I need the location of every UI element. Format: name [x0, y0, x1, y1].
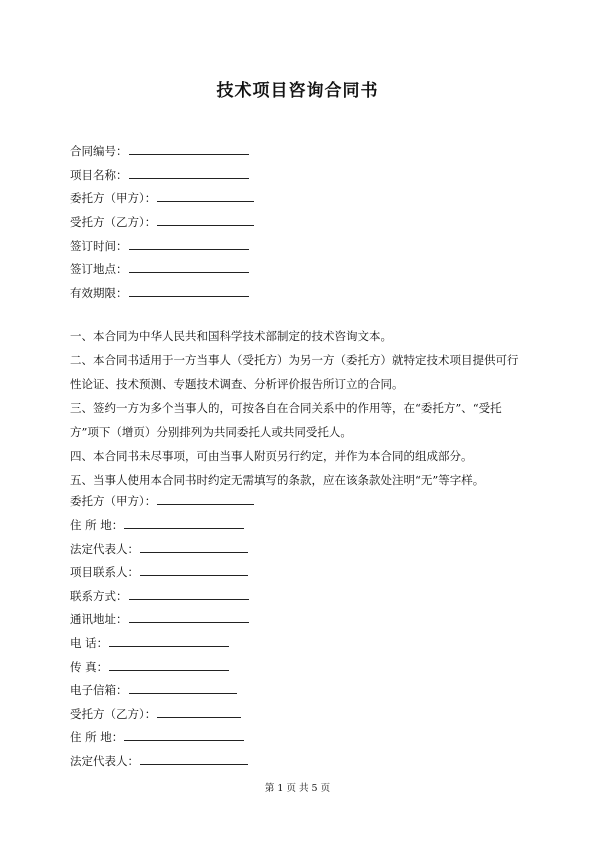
blank-line: [129, 143, 249, 155]
field-mailing-address: [70, 611, 249, 626]
clause-5: 五、当事人使用本合同书时约定无需填写的条款，应在该条款处注明“无”等字样。: [70, 473, 485, 487]
field-sign-time: [70, 238, 249, 253]
field-contractor-party: [70, 706, 241, 721]
blank-line: [109, 635, 229, 647]
field-client: [70, 190, 254, 205]
blank-line: [129, 261, 249, 273]
field-label: 受托方（乙方）：: [70, 215, 157, 229]
blank-line: [140, 564, 248, 576]
blank-line: [124, 517, 244, 529]
field-fax: [70, 659, 229, 674]
field-address: [70, 517, 244, 532]
field-label: 联系方式：: [70, 589, 128, 603]
blank-line: [157, 190, 254, 202]
blank-line: [124, 729, 244, 741]
clauses-block: [70, 324, 526, 492]
field-label: 委托方（甲方）：: [70, 494, 157, 508]
field-label: 合同编号：: [70, 144, 128, 158]
field-email: [70, 682, 237, 697]
field-contractor: [70, 214, 254, 229]
field-label: 委托方（甲方）：: [70, 191, 157, 205]
field-label: 项目名称：: [70, 168, 128, 182]
blank-line: [129, 611, 249, 623]
field-label: 传 真：: [70, 660, 109, 674]
field-validity: [70, 285, 249, 300]
document-title: 技术项目咨询合同书: [216, 81, 379, 101]
clause-4: 四、本合同书未尽事项，可由当事人附页另行约定，并作为本合同的组成部分。: [70, 449, 473, 463]
blank-line: [140, 541, 248, 553]
field-legal-rep-2: [70, 753, 248, 768]
field-label: 有效期限：: [70, 286, 128, 300]
clause-3: 三、签约一方为多个当事人的，可按各自在合同关系中的作用等，在“委托方”、“受托方”项下（增页）分别排列为共同委托人或共同受托人。: [70, 401, 502, 439]
clause-2: 二、本合同书适用于一方当事人（受托方）为另一方（委托方）就特定技术项目提供可行性论证、技术预测、专题技术调查、分析评价报告所订立的合同。: [70, 353, 519, 391]
field-client-party: [70, 493, 254, 508]
field-project-name: [70, 167, 249, 182]
field-legal-rep: [70, 541, 248, 556]
blank-line: [129, 285, 249, 297]
field-phone: [70, 635, 229, 650]
field-label: 法定代表人：: [70, 754, 139, 768]
field-label: 项目联系人：: [70, 565, 139, 579]
field-sign-place: [70, 261, 249, 276]
clause-1: 一、本合同为中华人民共和国科学技术部制定的技术咨询文本。: [70, 329, 392, 343]
blank-line: [129, 238, 249, 250]
blank-line: [129, 167, 249, 179]
blank-line: [157, 214, 254, 226]
blank-line: [129, 682, 237, 694]
field-label: 通讯地址：: [70, 612, 128, 626]
blank-line: [157, 706, 241, 718]
field-label: 电 话：: [70, 636, 109, 650]
field-label: 住 所 地：: [70, 518, 124, 532]
field-label: 住 所 地：: [70, 730, 124, 744]
blank-line: [109, 659, 229, 671]
field-label: 受托方（乙方）：: [70, 707, 157, 721]
blank-line: [129, 588, 249, 600]
page-number-footer: 第 1 页 共 5 页: [264, 783, 331, 794]
blank-line: [157, 493, 254, 505]
field-address-2: [70, 729, 244, 744]
field-project-contact: [70, 564, 248, 579]
field-label: 法定代表人：: [70, 542, 139, 556]
field-label: 签订时间：: [70, 239, 128, 253]
field-contract-number: [70, 143, 249, 158]
blank-line: [140, 753, 248, 765]
field-contact-method: [70, 588, 249, 603]
field-label: 签订地点：: [70, 262, 128, 276]
field-label: 电子信箱：: [70, 683, 128, 697]
